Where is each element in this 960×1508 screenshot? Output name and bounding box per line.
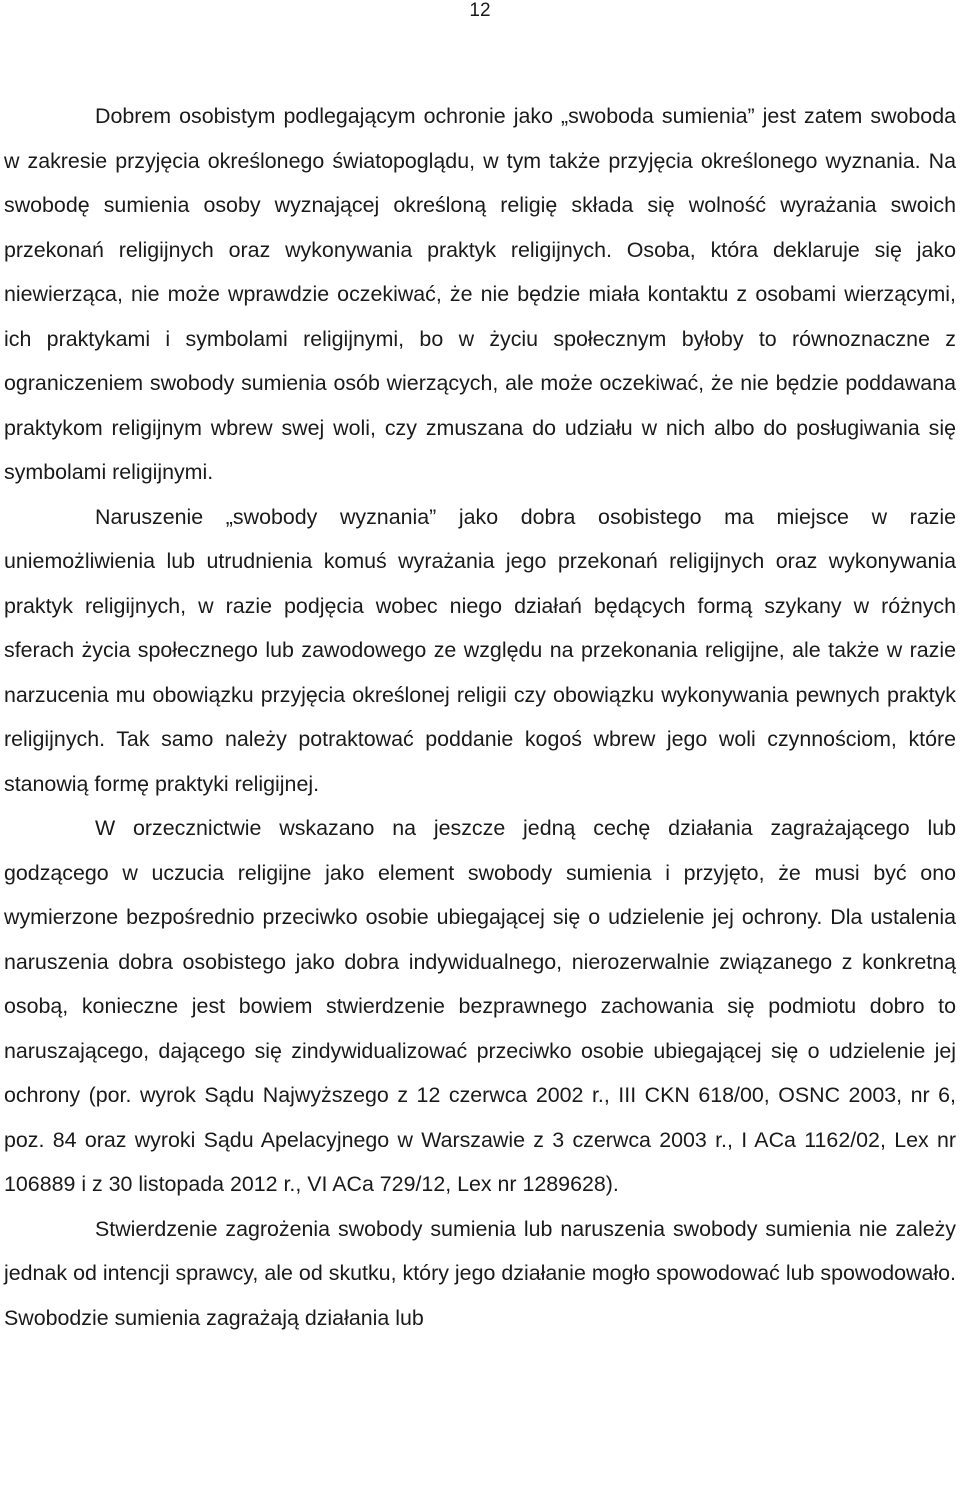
page-number: 12 (469, 0, 491, 21)
paragraph-3: W orzecznictwie wskazano na jeszcze jedną cechę działania zagrażającego lub godzącego w uczucia religijne jako element swobody sumienia i przyjęto, że musi być ono wymierzone bezpośrednio przeciwko osobie ubiegającej się o udzielenie jej ochrony. Dla ustalenia naruszenia dobra osobistego jako dobra indywidualnego, nierozerwalnie związanego z konkretną osobą, konieczne jest bowiem stwierdzenie bezprawnego zachowania się podmiotu dobro to naruszającego, dającego się zindywidualizować przeciwko osobie ubiegającej się o udzielenie jej ochrony (por. wyrok Sądu Najwyższego z 12 czerwca 2002 r., III CKN 618/00, OSNC 2003, nr 6, poz. 84 oraz wyroki Sądu Apelacyjnego w Warszawie z 3 czerwca 2003 r., I ACa 1162/02, Lex nr 106889 i z 30 listopada 2012 r., VI ACa 729/12, Lex nr 1289628). (4, 816, 956, 1196)
paragraph-1: Dobrem osobistym podlegającym ochronie jako „swoboda sumienia” jest zatem swoboda w zakresie przyjęcia określonego światopoglądu, w tym także przyjęcia określonego wyznania. Na swobodę sumienia osoby wyznającej określoną religię składa się wolność wyrażania swoich przekonań religijnych oraz wykonywania praktyk religijnych. Osoba, która deklaruje się jako niewierząca, nie może wprawdzie oczekiwać, że nie będzie miała kontaktu z osobami wierzącymi, ich praktykami i symbolami religijnymi, bo w życiu społecznym byłoby to równoznaczne z ograniczeniem swobody sumienia osób wierzących, ale może oczekiwać, że nie będzie poddawana praktykom religijnym wbrew swej woli, czy zmuszana do udziału w nich albo do posługiwania się symbolami religijnymi. (4, 104, 956, 484)
document-body (4, 94, 956, 1340)
paragraph-4: Stwierdzenie zagrożenia swobody sumienia lub naruszenia swobody sumienia nie zależy jednak od intencji sprawcy, ale od skutku, który jego działanie mogło spowodować lub spowodowało. Swobodzie sumienia zagrażają działania lub (4, 1216, 956, 1330)
paragraph-2: Naruszenie „swobody wyznania” jako dobra osobistego ma miejsce w razie uniemożliwienia lub utrudnienia komuś wyrażania jego przekonań religijnych oraz wykonywania praktyk religijnych, w razie podjęcia wobec niego działań będących formą szykany w różnych sferach życia społecznego lub zawodowego ze względu na przekonania religijne, ale także w razie narzucenia mu obowiązku przyjęcia określonej religii czy obowiązku wykonywania pewnych praktyk religijnych. Tak samo należy potraktować poddanie kogoś wbrew jego woli czynnościom, które stanowią formę praktyki religijnej. (4, 504, 956, 796)
